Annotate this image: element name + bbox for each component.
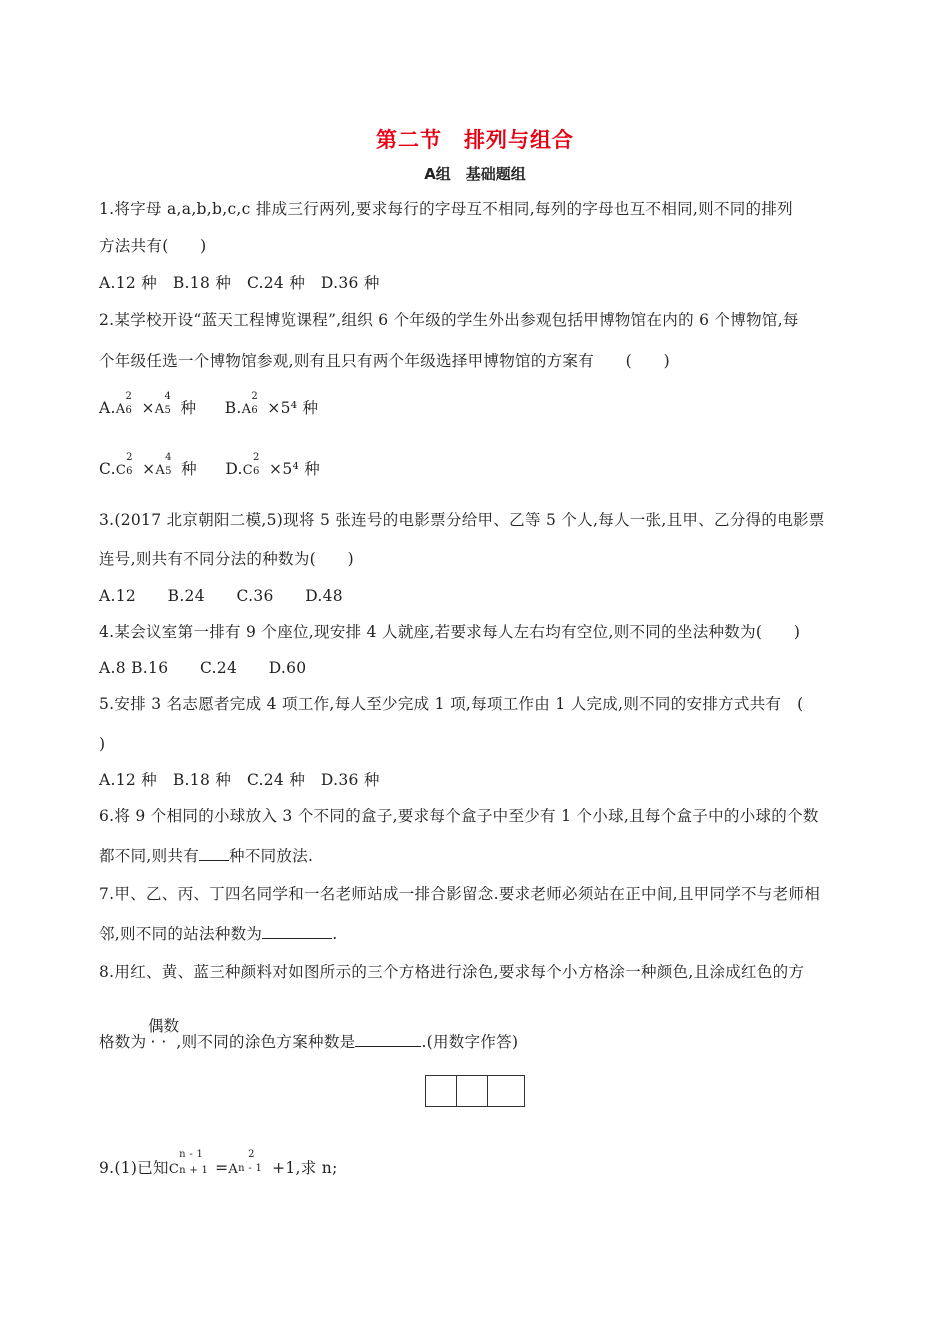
q9-arrangement-symbol: A <box>228 1162 239 1177</box>
q6-line2: 都不同,则共有 种不同放法. <box>99 847 314 865</box>
q9-line1: 9.(1)已知C n - 1 n + 1 =A 2 n - 1 +1,求 n; <box>99 1149 338 1177</box>
q2-option-d: D.C 2 6 ×5⁴ 种 <box>225 452 321 478</box>
q6-line1: 6.将 9 个相同的小球放入 3 个不同的盒子,要求每个盒子中至少有 1 个小球,且每个盒子中的小球的个数 <box>99 807 819 825</box>
q5-line2: ) <box>99 735 106 753</box>
q3-options: A.12 B.24 C.36 D.48 <box>99 587 343 605</box>
section-title: 第二节 排列与组合 <box>376 128 574 152</box>
q9-combination-symbol: C <box>168 1162 180 1177</box>
q8-emphasis-dots: ·· <box>150 1033 173 1051</box>
q7-line1: 7.甲、乙、丙、丁四名同学和一名老师站成一排合影留念.要求老师必须站在正中间,且甲同学不与老师相 <box>99 885 821 903</box>
q2-option-c: C.C 2 6 ×A 4 5 种 <box>99 452 197 478</box>
q2-line1: 2.某学校开设“蓝天工程博览课程”,组织 6 个年级的学生外出参观包括甲博物馆在内的 6 个博物馆,每 <box>99 311 799 329</box>
q2-option-b: B.A 2 6 ×5⁴ 种 <box>224 391 319 417</box>
grid-cell-2 <box>456 1075 488 1107</box>
group-heading: A组 基础题组 <box>424 165 526 183</box>
q3-line2: 连号,则共有不同分法的种数为( ) <box>99 550 354 568</box>
q4-line1: 4.某会议室第一排有 9 个座位,现安排 4 人就座,若要求每人左右均有空位,则不同的坐法种数为( ) <box>99 623 801 641</box>
q3-line1: 3.(2017 北京朝阳二模,5)现将 5 张连号的电影票分给甲、乙等 5 个人,每人一张,且甲、乙分得的电影票 <box>99 511 825 529</box>
q1-line2: 方法共有( ) <box>99 237 207 255</box>
q2-options-cd <box>99 452 321 481</box>
grid-cell-3 <box>487 1075 525 1107</box>
grid-cell-1 <box>425 1075 457 1107</box>
q7-answer-blank[interactable] <box>262 924 332 939</box>
q7-line2: 邻,则不同的站法种数为 . <box>99 925 338 943</box>
q2-line2: 个年级任选一个博物馆参观,则有且只有两个年级选择甲博物馆的方案有 ( ) <box>99 352 670 370</box>
q2-option-a: A.A 2 6 ×A 4 5 种 <box>99 391 197 417</box>
q6-answer-blank[interactable] <box>199 846 229 861</box>
q1-options: A.12 种 B.18 种 C.24 种 D.36 种 <box>99 274 380 292</box>
q8-line1: 8.用红、黄、蓝三种颜料对如图所示的三个方格进行涂色,要求每个小方格涂一种颜色,且涂成红色的方 <box>99 963 805 981</box>
q8-line2: 格数为 ·· ,则不同的涂色方案种数是 .(用数字作答) <box>99 1033 519 1051</box>
q2-options-ab <box>99 391 319 420</box>
q8-emphasis-word: 偶数 <box>148 1017 180 1035</box>
three-cell-grid <box>425 1075 525 1107</box>
q4-options: A.8 B.16 C.24 D.60 <box>99 659 307 677</box>
q1-line1: 1.将字母 a,a,b,b,c,c 排成三行两列,要求每行的字母互不相同,每列的字母也互不相同,则不同的排列 <box>99 200 793 218</box>
q5-line1: 5.安排 3 名志愿者完成 4 项工作,每人至少完成 1 项,每项工作由 1 人完成,则不同的安排方式共有 ( <box>99 695 804 713</box>
q8-answer-blank[interactable] <box>355 1032 421 1047</box>
q5-options: A.12 种 B.18 种 C.24 种 D.36 种 <box>99 771 380 789</box>
